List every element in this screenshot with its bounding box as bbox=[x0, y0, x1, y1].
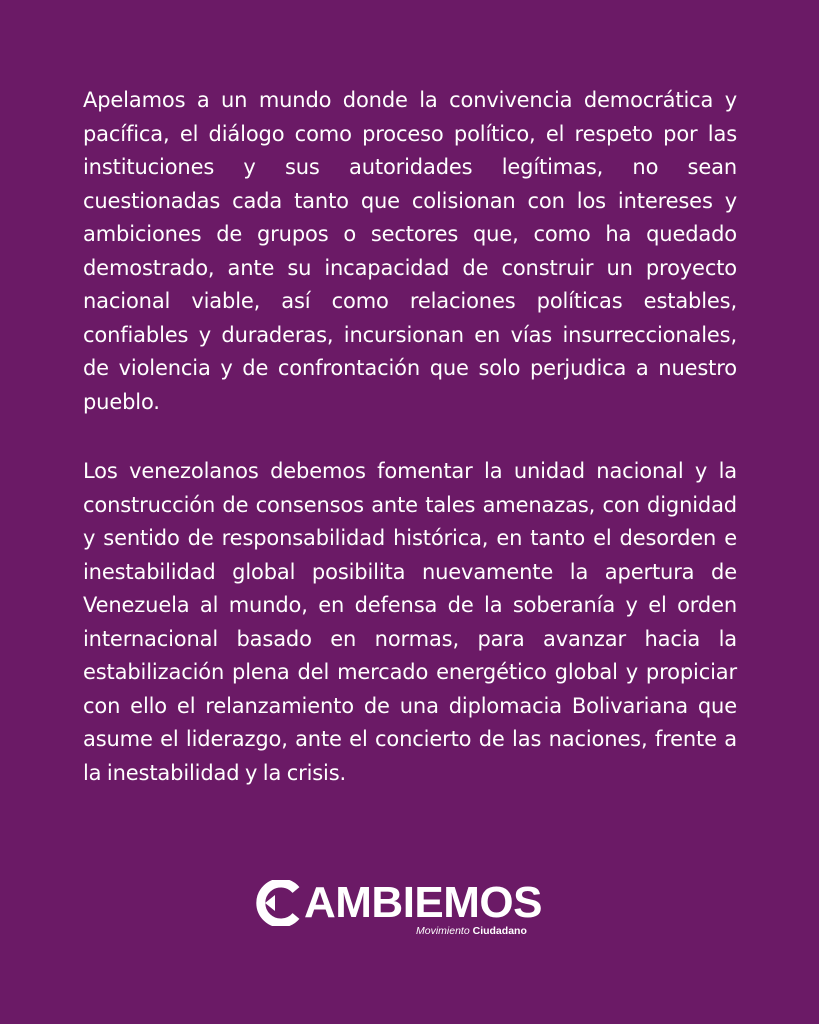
statement-body bbox=[83, 84, 737, 790]
logo-wordmark-text: AMBIEMOS bbox=[304, 878, 542, 927]
cambiemos-logo bbox=[256, 876, 562, 942]
statement-paragraph-1: Apelamos a un mundo donde la convivencia democrática y pacífica, el diálogo como proceso político, el respeto por las instituciones y sus autoridades legítimas, no sean cuestionadas cada tanto que colisionan con los intereses y ambiciones de grupos o sectores que, como ha quedado demostrado, ante su incapacidad de construir un proyecto nacional viable, así como relaciones políticas estables, confiables y duraderas, incursionan en vías insurreccionales, de violencia y de confrontación que solo perjudica a nuestro pueblo. bbox=[83, 88, 737, 414]
statement-paragraph-2: Los venezolanos debemos fomentar la unidad nacional y la construcción de consensos ante tales amenazas, con dignidad y sentido de responsabilidad histórica, en tanto el desorden e inestabilidad global posibilita nuevamente la apertura de Venezuela al mundo, en defensa de la soberanía y el orden internacional basado en normas, para avanzar hacia la estabilización plena del mercado energético global y propiciar con ello el relanzamiento de una diplomacia Bolivariana que asume el liderazgo, ante el concierto de las naciones, frente a la inestabilidad y la crisis. bbox=[83, 459, 737, 785]
logo-subtitle bbox=[416, 924, 527, 938]
cambiemos-c-logo-icon bbox=[256, 880, 302, 926]
logo-wordmark bbox=[256, 876, 542, 930]
logo-subtitle-movimiento: Movimiento bbox=[416, 925, 470, 937]
logo-subtitle-ciudadano: Ciudadano bbox=[472, 925, 527, 937]
